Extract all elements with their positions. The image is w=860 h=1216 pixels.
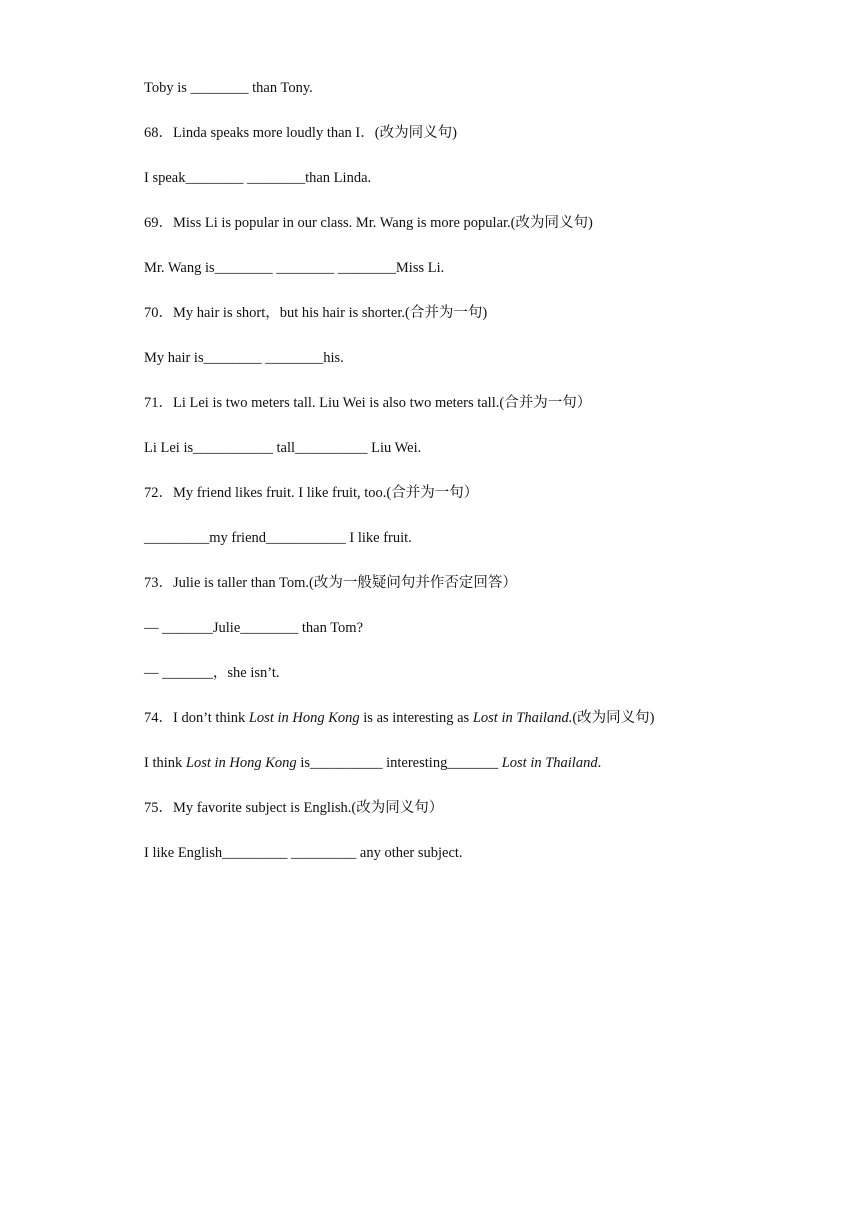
- answer-line-67: Toby is ________ than Tony.: [144, 80, 313, 96]
- answer-74-middle: is__________ interesting_______: [296, 755, 502, 771]
- film-title-hong-kong: Lost in Hong Kong: [248, 710, 360, 726]
- question-74-prefix: 74．I don’t think: [144, 710, 249, 726]
- question-69: 69．Miss Li is popular in our class. Mr. Wang is more popular.(改为同义句): [144, 215, 593, 231]
- question-68: 68．Linda speaks more loudly than I．(改为同义句): [144, 125, 457, 141]
- question-71: 71．Li Lei is two meters tall. Liu Wei is also two meters tall.(合并为一句）: [144, 395, 592, 411]
- answer-line-69: Mr. Wang is________ ________ ________Miss Li.: [144, 260, 445, 276]
- answer-line-68: I speak________ ________than Linda.: [144, 170, 372, 186]
- film-title-thailand: Lost in Thailand.: [472, 710, 573, 726]
- answer-74-suffix: .: [597, 755, 602, 771]
- answer-line-75: I like English_________ _________ any other subject.: [144, 845, 463, 861]
- question-74-instruction: (改为同义句): [572, 710, 655, 726]
- question-74-middle: is as interesting as: [359, 710, 473, 726]
- answer-74-film-hong-kong: Lost in Hong Kong: [185, 755, 297, 771]
- answer-74-film-thailand: Lost in Thailand: [501, 755, 598, 771]
- answer-line-72: _________my friend___________ I like fruit.: [144, 530, 412, 546]
- question-70: 70．My hair is short，but his hair is shorter.(合并为一句): [144, 305, 488, 321]
- answer-74-prefix: I think: [144, 755, 186, 771]
- answer-line-70: My hair is________ ________his.: [144, 350, 344, 366]
- answer-line-74: [144, 753, 744, 798]
- question-72: 72．My friend likes fruit. I like fruit, too.(合并为一句）: [144, 485, 479, 501]
- answer-line-73-question: — _______Julie________ than Tom?: [144, 620, 364, 636]
- question-73: 73．Julie is taller than Tom.(改为一般疑问句并作否定回答）: [144, 575, 517, 591]
- answer-line-71: Li Lei is___________ tall__________ Liu Wei.: [144, 440, 422, 456]
- answer-line-73-response: — _______，she isn’t.: [144, 665, 280, 681]
- question-74: [144, 708, 744, 753]
- exercise-list: [144, 78, 744, 888]
- question-75: 75．My favorite subject is English.(改为同义句）: [144, 800, 444, 816]
